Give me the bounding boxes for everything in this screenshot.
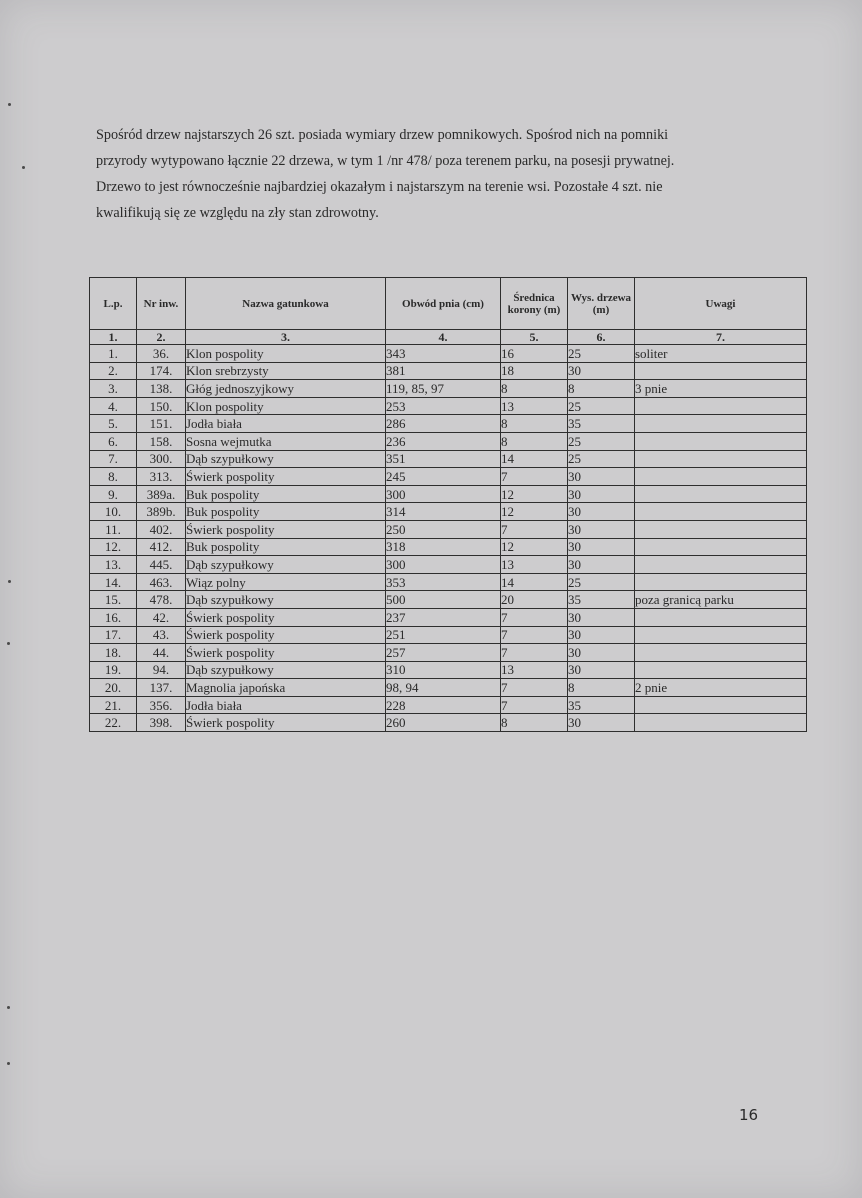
cell-remarks	[635, 520, 807, 538]
cell-tree-height: 30	[568, 468, 635, 486]
cell-lp: 6.	[90, 432, 137, 450]
paragraph-line: przyrody wytypowano łącznie 22 drzewa, w tym 1 /nr 478/ poza terenem parku, na posesji prywatnej.	[96, 153, 675, 169]
cell-lp: 20.	[90, 679, 137, 697]
cell-trunk-circumference: 351	[386, 450, 501, 468]
cell-crown-diameter: 13	[501, 661, 568, 679]
cell-nr: 43.	[137, 626, 186, 644]
cell-species-name: Jodła biała	[186, 696, 386, 714]
cell-trunk-circumference: 251	[386, 626, 501, 644]
cell-remarks: soliter	[635, 345, 807, 363]
paragraph-line: Spośród drzew najstarszych 26 szt. posiada wymiary drzew pomnikowych. Spośrod nich na pomniki	[96, 127, 669, 143]
cell-species-name: Dąb szypułkowy	[186, 591, 386, 609]
intro-paragraph	[96, 122, 756, 226]
paragraph-line: kwalifikują się ze względu na zły stan zdrowotny.	[96, 205, 379, 221]
cell-lp: 18.	[90, 644, 137, 662]
table-body	[90, 345, 807, 732]
table-row	[90, 380, 807, 398]
cell-crown-diameter: 13	[501, 556, 568, 574]
cell-species-name: Świerk pospolity	[186, 714, 386, 732]
cell-crown-diameter: 14	[501, 573, 568, 591]
cell-remarks	[635, 468, 807, 486]
cell-tree-height: 8	[568, 679, 635, 697]
cell-nr: 463.	[137, 573, 186, 591]
cell-tree-height: 35	[568, 591, 635, 609]
column-number: 1.	[90, 330, 137, 345]
cell-remarks	[635, 714, 807, 732]
cell-lp: 9.	[90, 485, 137, 503]
cell-nr: 151.	[137, 415, 186, 433]
cell-remarks: 3 pnie	[635, 380, 807, 398]
cell-crown-diameter: 8	[501, 380, 568, 398]
cell-crown-diameter: 12	[501, 485, 568, 503]
cell-lp: 2.	[90, 362, 137, 380]
column-number: 7.	[635, 330, 807, 345]
table-row	[90, 679, 807, 697]
cell-tree-height: 35	[568, 415, 635, 433]
cell-species-name: Świerk pospolity	[186, 608, 386, 626]
cell-trunk-circumference: 318	[386, 538, 501, 556]
cell-remarks	[635, 503, 807, 521]
header-name: Nazwa gatunkowa	[186, 278, 386, 330]
cell-nr: 313.	[137, 468, 186, 486]
column-number: 5.	[501, 330, 568, 345]
cell-remarks	[635, 485, 807, 503]
cell-trunk-circumference: 245	[386, 468, 501, 486]
cell-trunk-circumference: 228	[386, 696, 501, 714]
cell-trunk-circumference: 500	[386, 591, 501, 609]
cell-crown-diameter: 7	[501, 468, 568, 486]
cell-species-name: Klon pospolity	[186, 397, 386, 415]
cell-nr: 94.	[137, 661, 186, 679]
cell-remarks	[635, 397, 807, 415]
cell-crown-diameter: 16	[501, 345, 568, 363]
cell-nr: 158.	[137, 432, 186, 450]
table-row	[90, 696, 807, 714]
cell-lp: 14.	[90, 573, 137, 591]
cell-lp: 5.	[90, 415, 137, 433]
table-row	[90, 450, 807, 468]
cell-trunk-circumference: 236	[386, 432, 501, 450]
cell-nr: 412.	[137, 538, 186, 556]
table-row	[90, 573, 807, 591]
cell-trunk-circumference: 381	[386, 362, 501, 380]
cell-lp: 19.	[90, 661, 137, 679]
column-number: 6.	[568, 330, 635, 345]
cell-trunk-circumference: 314	[386, 503, 501, 521]
cell-species-name: Magnolia japońska	[186, 679, 386, 697]
cell-crown-diameter: 13	[501, 397, 568, 415]
cell-lp: 21.	[90, 696, 137, 714]
cell-crown-diameter: 8	[501, 714, 568, 732]
table-row	[90, 556, 807, 574]
cell-species-name: Klon srebrzysty	[186, 362, 386, 380]
cell-crown-diameter: 7	[501, 644, 568, 662]
table-row	[90, 485, 807, 503]
cell-lp: 11.	[90, 520, 137, 538]
cell-remarks	[635, 538, 807, 556]
cell-lp: 12.	[90, 538, 137, 556]
cell-remarks	[635, 608, 807, 626]
cell-remarks	[635, 661, 807, 679]
cell-lp: 10.	[90, 503, 137, 521]
cell-lp: 3.	[90, 380, 137, 398]
cell-nr: 150.	[137, 397, 186, 415]
table-row	[90, 397, 807, 415]
cell-lp: 16.	[90, 608, 137, 626]
table-row	[90, 661, 807, 679]
cell-trunk-circumference: 257	[386, 644, 501, 662]
cell-nr: 445.	[137, 556, 186, 574]
cell-tree-height: 30	[568, 362, 635, 380]
cell-tree-height: 30	[568, 503, 635, 521]
cell-trunk-circumference: 300	[386, 485, 501, 503]
cell-nr: 402.	[137, 520, 186, 538]
cell-nr: 174.	[137, 362, 186, 380]
cell-trunk-circumference: 353	[386, 573, 501, 591]
table-row	[90, 714, 807, 732]
cell-trunk-circumference: 260	[386, 714, 501, 732]
cell-crown-diameter: 14	[501, 450, 568, 468]
cell-nr: 356.	[137, 696, 186, 714]
cell-tree-height: 30	[568, 485, 635, 503]
scan-speck	[7, 1006, 10, 1009]
cell-species-name: Buk pospolity	[186, 503, 386, 521]
cell-species-name: Dąb szypułkowy	[186, 450, 386, 468]
header-uwagi: Uwagi	[635, 278, 807, 330]
cell-lp: 22.	[90, 714, 137, 732]
cell-tree-height: 30	[568, 538, 635, 556]
cell-lp: 7.	[90, 450, 137, 468]
header-lp: L.p.	[90, 278, 137, 330]
cell-species-name: Sosna wejmutka	[186, 432, 386, 450]
cell-crown-diameter: 7	[501, 626, 568, 644]
cell-trunk-circumference: 250	[386, 520, 501, 538]
cell-species-name: Świerk pospolity	[186, 644, 386, 662]
cell-crown-diameter: 8	[501, 432, 568, 450]
cell-remarks	[635, 556, 807, 574]
scan-speck	[8, 103, 11, 106]
cell-lp: 4.	[90, 397, 137, 415]
header-wys: Wys. drzewa (m)	[568, 278, 635, 330]
cell-tree-height: 25	[568, 397, 635, 415]
scan-speck	[7, 1062, 10, 1065]
cell-crown-diameter: 7	[501, 520, 568, 538]
paragraph-line: Drzewo to jest równocześnie najbardziej okazałym i najstarszym na terenie wsi. Pozostałe 4 szt. nie	[96, 179, 663, 195]
table-row	[90, 345, 807, 363]
cell-nr: 300.	[137, 450, 186, 468]
cell-trunk-circumference: 253	[386, 397, 501, 415]
cell-species-name: Dąb szypułkowy	[186, 556, 386, 574]
scan-speck	[22, 166, 25, 169]
cell-crown-diameter: 20	[501, 591, 568, 609]
cell-species-name: Dąb szypułkowy	[186, 661, 386, 679]
cell-trunk-circumference: 286	[386, 415, 501, 433]
cell-remarks	[635, 644, 807, 662]
cell-nr: 389b.	[137, 503, 186, 521]
cell-tree-height: 30	[568, 661, 635, 679]
cell-tree-height: 35	[568, 696, 635, 714]
cell-nr: 138.	[137, 380, 186, 398]
page-number: 16	[739, 1106, 759, 1124]
column-number: 2.	[137, 330, 186, 345]
cell-crown-diameter: 12	[501, 538, 568, 556]
cell-remarks	[635, 415, 807, 433]
cell-species-name: Klon pospolity	[186, 345, 386, 363]
table-row	[90, 362, 807, 380]
table-row	[90, 644, 807, 662]
cell-remarks	[635, 696, 807, 714]
cell-lp: 13.	[90, 556, 137, 574]
cell-trunk-circumference: 98, 94	[386, 679, 501, 697]
table-row	[90, 520, 807, 538]
cell-remarks	[635, 362, 807, 380]
cell-species-name: Wiąz polny	[186, 573, 386, 591]
cell-tree-height: 25	[568, 450, 635, 468]
cell-tree-height: 25	[568, 345, 635, 363]
cell-lp: 1.	[90, 345, 137, 363]
cell-trunk-circumference: 343	[386, 345, 501, 363]
cell-lp: 15.	[90, 591, 137, 609]
cell-crown-diameter: 12	[501, 503, 568, 521]
cell-trunk-circumference: 237	[386, 608, 501, 626]
table-row	[90, 591, 807, 609]
cell-remarks	[635, 573, 807, 591]
cell-crown-diameter: 7	[501, 696, 568, 714]
cell-species-name: Głóg jednoszyjkowy	[186, 380, 386, 398]
cell-nr: 398.	[137, 714, 186, 732]
cell-trunk-circumference: 310	[386, 661, 501, 679]
cell-tree-height: 8	[568, 380, 635, 398]
cell-species-name: Świerk pospolity	[186, 626, 386, 644]
header-srednica: Średnica korony (m)	[501, 278, 568, 330]
table-row	[90, 432, 807, 450]
cell-nr: 389a.	[137, 485, 186, 503]
cell-species-name: Jodła biała	[186, 415, 386, 433]
cell-lp: 17.	[90, 626, 137, 644]
cell-remarks	[635, 450, 807, 468]
cell-tree-height: 25	[568, 432, 635, 450]
scan-speck	[7, 642, 10, 645]
cell-tree-height: 30	[568, 626, 635, 644]
column-number: 3.	[186, 330, 386, 345]
table-row	[90, 608, 807, 626]
column-number: 4.	[386, 330, 501, 345]
header-nr: Nr inw.	[137, 278, 186, 330]
table-header	[90, 278, 807, 345]
cell-tree-height: 30	[568, 556, 635, 574]
cell-tree-height: 30	[568, 714, 635, 732]
cell-trunk-circumference: 300	[386, 556, 501, 574]
cell-remarks	[635, 432, 807, 450]
table-row	[90, 415, 807, 433]
cell-nr: 36.	[137, 345, 186, 363]
scan-speck	[8, 580, 11, 583]
cell-trunk-circumference: 119, 85, 97	[386, 380, 501, 398]
cell-remarks: 2 pnie	[635, 679, 807, 697]
cell-crown-diameter: 7	[501, 608, 568, 626]
table-row	[90, 538, 807, 556]
cell-remarks	[635, 626, 807, 644]
cell-crown-diameter: 7	[501, 679, 568, 697]
cell-nr: 44.	[137, 644, 186, 662]
cell-species-name: Buk pospolity	[186, 485, 386, 503]
cell-crown-diameter: 8	[501, 415, 568, 433]
cell-nr: 478.	[137, 591, 186, 609]
table-row	[90, 626, 807, 644]
cell-species-name: Świerk pospolity	[186, 520, 386, 538]
cell-tree-height: 25	[568, 573, 635, 591]
table-row	[90, 503, 807, 521]
table-row	[90, 468, 807, 486]
cell-species-name: Buk pospolity	[186, 538, 386, 556]
header-obwod: Obwód pnia (cm)	[386, 278, 501, 330]
monument-trees-table	[89, 277, 807, 732]
cell-nr: 137.	[137, 679, 186, 697]
cell-lp: 8.	[90, 468, 137, 486]
cell-remarks: poza granicą parku	[635, 591, 807, 609]
cell-tree-height: 30	[568, 608, 635, 626]
cell-species-name: Świerk pospolity	[186, 468, 386, 486]
cell-tree-height: 30	[568, 644, 635, 662]
cell-tree-height: 30	[568, 520, 635, 538]
cell-nr: 42.	[137, 608, 186, 626]
cell-crown-diameter: 18	[501, 362, 568, 380]
